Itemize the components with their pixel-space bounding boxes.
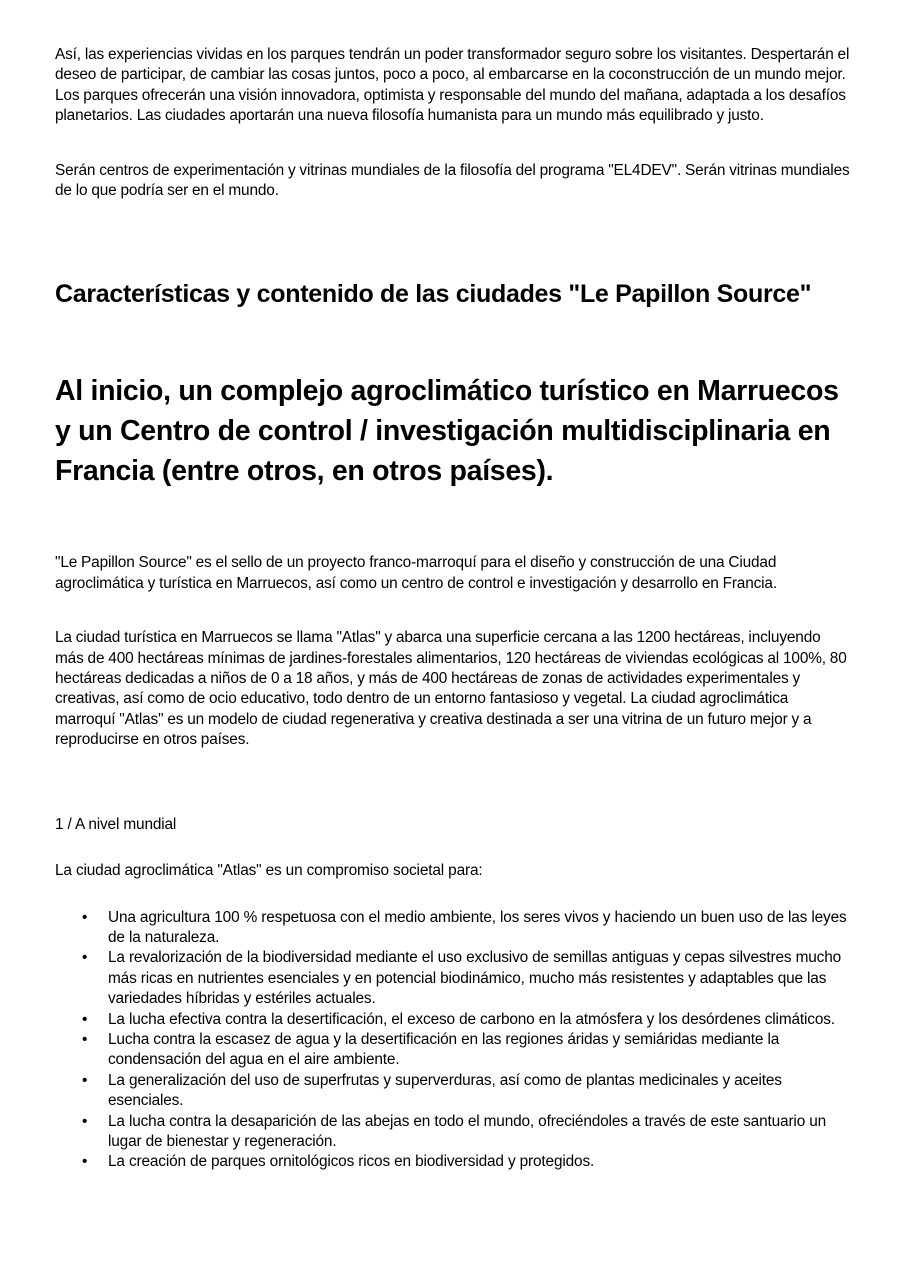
bullet-icon: • [82,1071,88,1089]
list-item [55,1152,850,1172]
bullet-icon: • [82,1112,88,1130]
commitments-list [55,908,850,1173]
bullet-icon: • [82,908,88,926]
list-intro-text: La ciudad agroclimática "Atlas" es un compromiso societal para: [55,862,483,880]
page-title: Características y contenido de las ciudades "Le Papillon Source" [55,280,812,309]
spacer [55,309,850,371]
section-number-label: 1 / A nivel mundial [55,815,177,833]
bullet-icon: • [82,949,88,967]
paragraph-papillon-source: "Le Papillon Source" es el sello de un proyecto franco-marroquí para el diseño y construcción de una Ciudad agroclimática y turística en Marruecos, así como un centro de control e investigación y desarrollo en Francia. [55,554,777,592]
list-item [55,1071,850,1112]
list-item [55,948,850,1009]
list-item-label: La lucha efectiva contra la desertificación, el exceso de carbono en la atmósfera y los desórdenes climáticos. [108,1010,835,1028]
paragraph-atlas-city: La ciudad turística en Marruecos se llama "Atlas" y abarca una superficie cercana a las 1200 hectáreas, incluyendo más de 400 hectáreas mínimas de jardines-forestales alimentarios, 120 hectáreas de viviendas ecológicas al 100%, 80 hectáreas dedicadas a niños de 0 a 18 años, y más de 400 hectáreas de zonas de actividades experimentales y creativas, así como de ocio educativo, todo dentro de un entorno fantasioso y vegetal. La ciudad agroclimática marroquí "Atlas" es un modelo de ciudad regenerativa y creativa destinada a ser una vitrina de un futuro mejor y a reproducirse en otros países. [55,629,847,749]
section-heading: Al inicio, un complejo agroclimático turístico en Marruecos y un Centro de control / investigación multidisciplinaria en Francia (entre otros, en otros países). [55,375,839,488]
list-item-label: La lucha contra la desaparición de las abejas en todo el mundo, ofreciéndoles a través de este santuario un lugar de bienestar y regeneración. [108,1112,827,1150]
list-item-label: La generalización del uso de superfrutas y superverduras, así como de plantas medicinales y aceites esenciales. [108,1071,782,1110]
paragraph-intro-2: Serán centros de experimentación y vitrinas mundiales de la filosofía del programa "EL4DEV". Serán vitrinas mundiales de lo que podría ser en el mundo. [55,161,850,200]
list-item [55,1010,850,1030]
bullet-icon: • [82,1153,88,1171]
spacer [55,610,850,628]
list-item-label: La revalorización de la biodiversidad mediante el uso exclusivo de semillas antiguas y cepas silvestres mucho más ricas en nutrientes esenciales y en potencial biodinámico, mucho más resistentes y adaptables que las variedades híbridas y estériles actuales. [108,949,842,1008]
list-item [55,1112,850,1153]
paragraph-intro-1: Así, las experiencias vividas en los parques tendrán un poder transformador seguro sobre los visitantes. Despertarán el deseo de participar, de cambiar las cosas juntos, poco a poco, al embarcarse en la coconstrucción de un mundo mejor. Los parques ofrecerán una visión innovadora, optimista y responsable del mundo del mañana, adaptada a los desafíos planetarios. Las ciudades aportarán una nueva filosofía humanista para un mundo más equilibrado y justo. [55,46,850,125]
spacer [55,491,850,553]
list-item-label: La creación de parques ornitológicos ricos en biodiversidad y protegidos. [108,1153,595,1171]
spacer [55,767,850,815]
document-content [55,45,850,1173]
list-item-label: Lucha contra la escasez de agua y la desertificación en las regiones áridas y semiáridas mediante la condensación del agua en el aire ambiente. [108,1030,780,1069]
list-item [55,908,850,949]
bullet-icon: • [82,1010,88,1028]
list-item-label: Una agricultura 100 % respetuosa con el medio ambiente, los seres vivos y haciendo un buen uso de las leyes de la naturaleza. [108,908,847,946]
spacer [55,143,850,161]
spacer [55,217,850,279]
list-item [55,1030,850,1071]
bullet-icon: • [82,1030,88,1048]
